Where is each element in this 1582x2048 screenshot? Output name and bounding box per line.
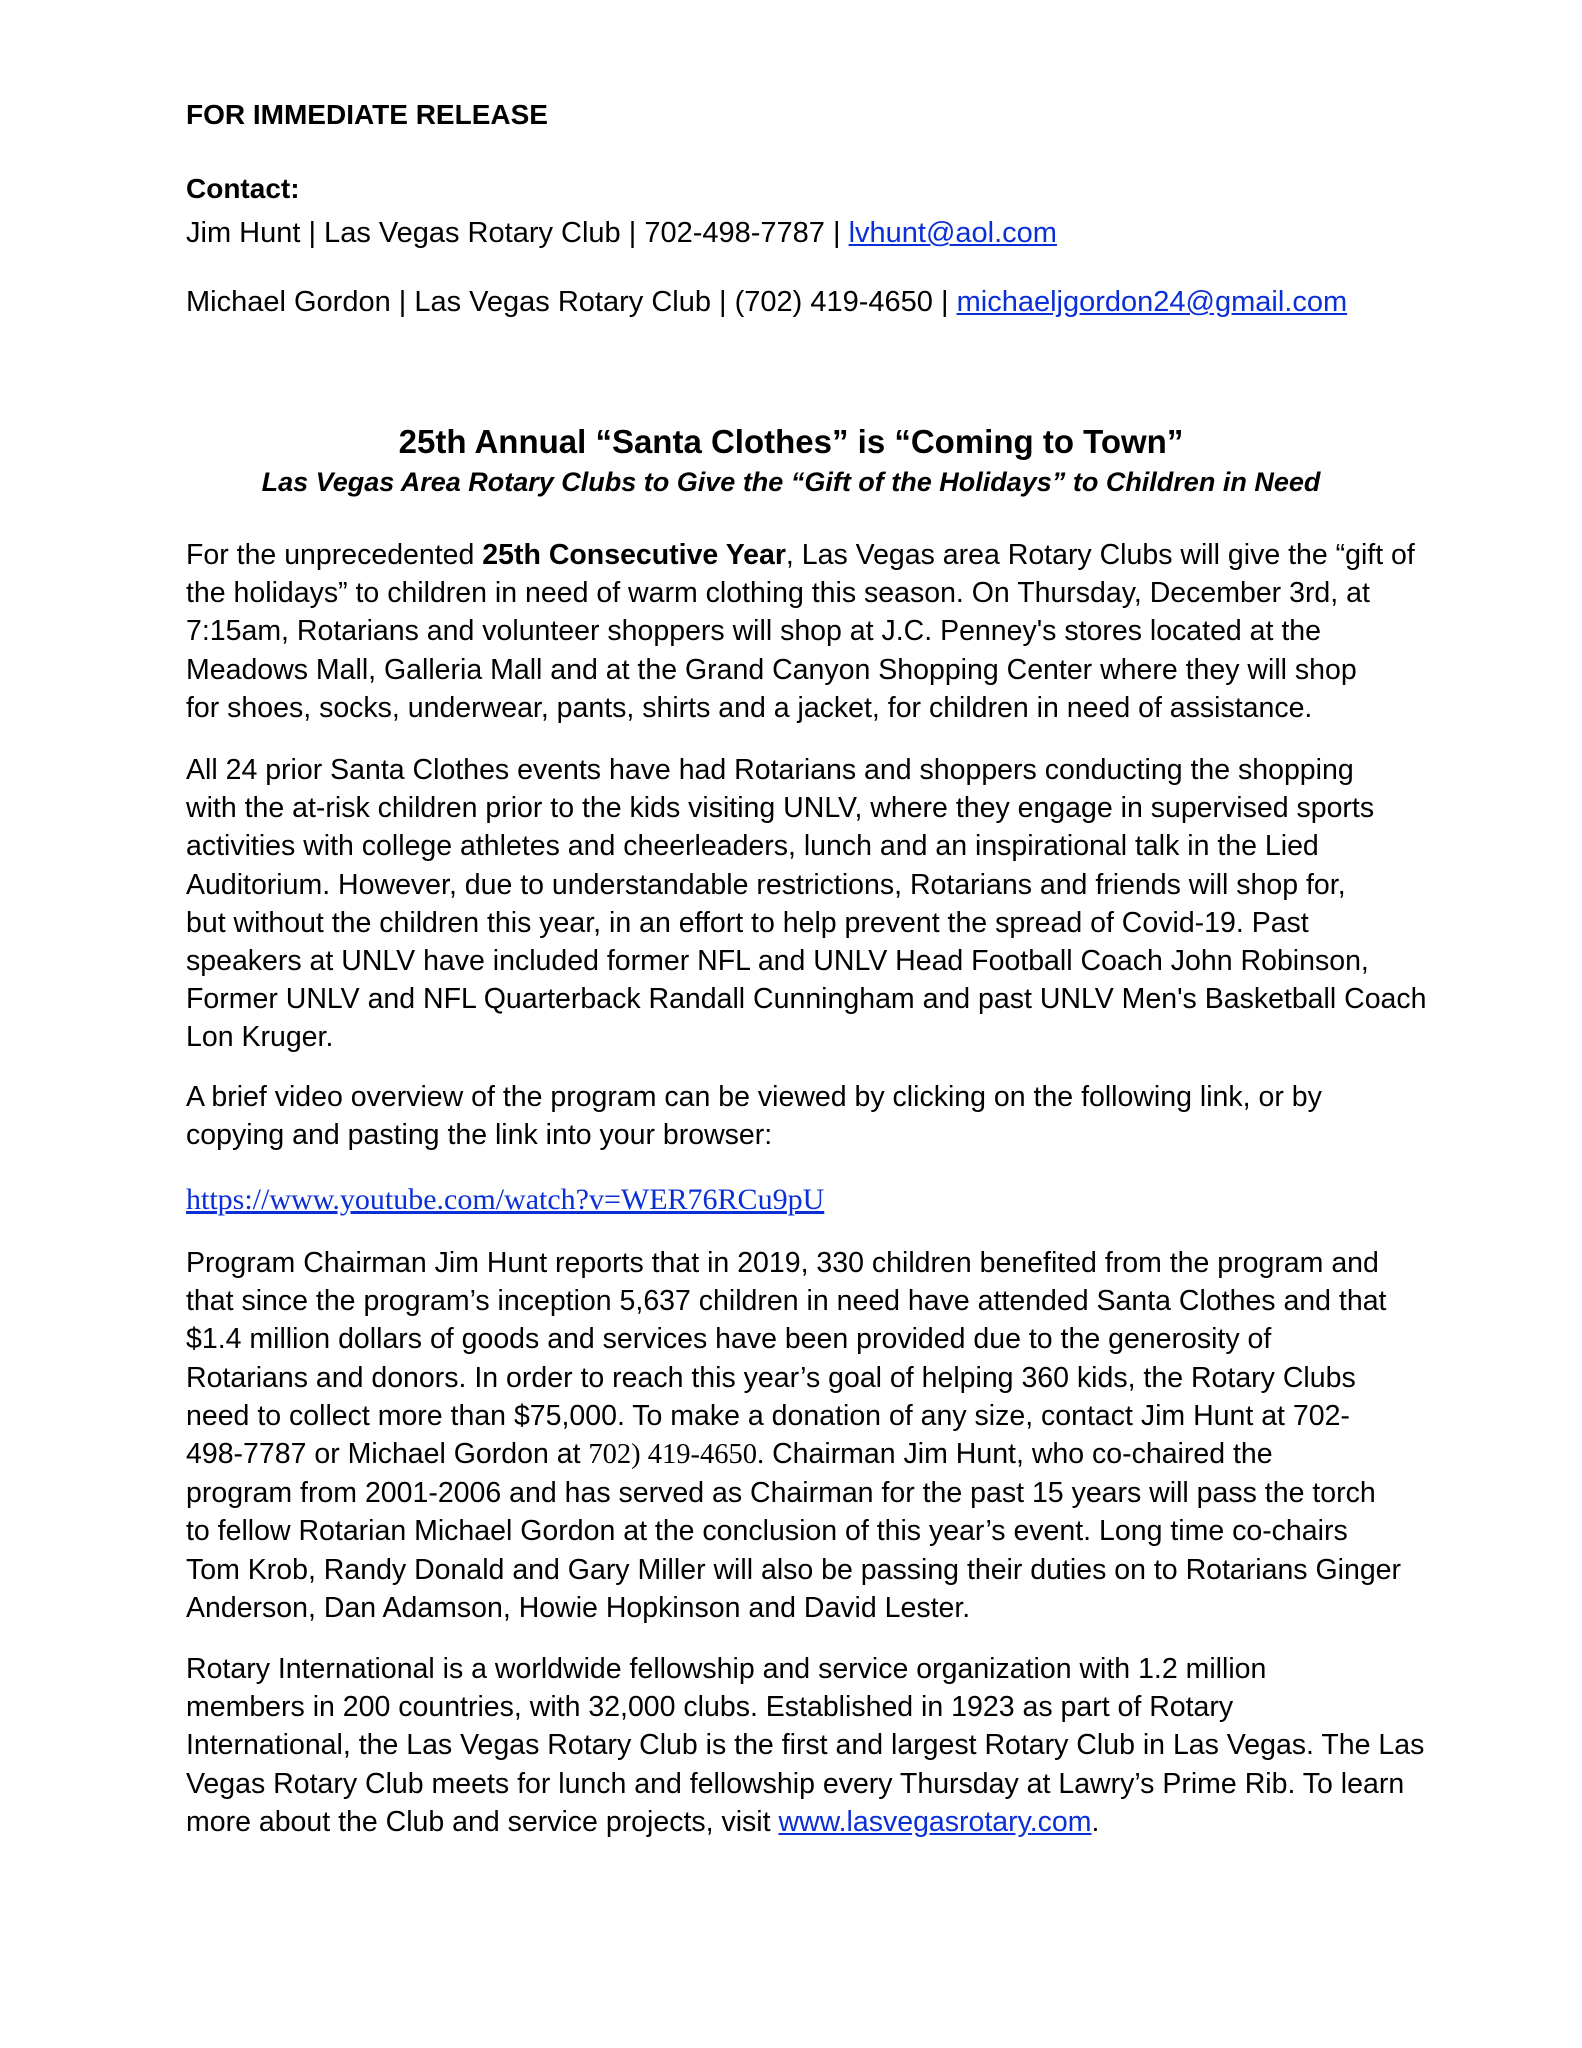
paragraph-intro (186, 536, 1415, 727)
bold-25th-consecutive-year: 25th Consecutive Year (482, 539, 786, 571)
paragraph-line: but without the children this year, in an effort to help prevent the spread of Covid-19. Past (186, 906, 1309, 939)
text-run: For the unprecedented (186, 539, 483, 571)
paragraph-line: Rotary International is a worldwide fellowship and service organization with 1.2 million (186, 1653, 1267, 1685)
paragraph-line: copying and pasting the link into your browser: (186, 1119, 773, 1152)
paragraph-line: Rotarians and donors. In order to reach this year’s goal of helping 360 kids, the Rotary Clubs (186, 1361, 1356, 1394)
paragraph-line (186, 1803, 1396, 1841)
paragraph-line: the holidays” to children in need of warm clothing this season. On Thursday, December 3rd, at (186, 577, 1370, 610)
video-link-line (186, 1180, 824, 1220)
paragraph-line: Meadows Mall, Galleria Mall and at the Grand Canyon Shopping Center where they will shop (186, 653, 1357, 686)
paragraph-line: members in 200 countries, with 32,000 clubs. Established in 1923 as part of Rotary (186, 1691, 1234, 1724)
paragraph-line: A brief video overview of the program can be viewed by clicking on the following link, or by (186, 1081, 1322, 1113)
contact-michael-gordon-text: Michael Gordon | Las Vegas Rotary Club | (702) 419-4650 | (186, 286, 957, 318)
contact-jim-hunt-text: Jim Hunt | Las Vegas Rotary Club | 702-498-7787 | (186, 217, 849, 249)
paragraph-line: need to collect more than $75,000. To make a donation of any size, contact Jim Hunt at 702- (186, 1399, 1350, 1432)
paragraph-line: Lon Kruger. (186, 1021, 334, 1054)
paragraph-line: for shoes, socks, underwear, pants, shirts and a jacket, for children in need of assistance. (186, 691, 1313, 724)
youtube-video-link[interactable]: https://www.youtube.com/watch?v=WER76RCu9pU (186, 1183, 825, 1216)
paragraph-line: 7:15am, Rotarians and volunteer shoppers will shop at J.C. Penney's stores located at the (186, 615, 1321, 648)
paragraph-line (186, 1435, 1396, 1474)
paragraph-line: All 24 prior Santa Clothes events have had Rotarians and shoppers conducting the shopping (186, 754, 1354, 786)
release-heading: FOR IMMEDIATE RELEASE (186, 99, 548, 130)
text-run: more about the Club and service projects, visit (186, 1805, 779, 1838)
paragraph-line: with the at-risk children prior to the kids visiting UNLV, where they engage in supervised sports (186, 792, 1375, 825)
contact-label: Contact: (186, 173, 300, 204)
lasvegasrotary-website-link[interactable]: www.lasvegasrotary.com (778, 1805, 1092, 1838)
text-run: Chairman Jim Hunt, who co-chaired the (764, 1438, 1273, 1471)
paragraph-line: Former UNLV and NFL Quarterback Randall Cunningham and past UNLV Men's Basketball Coach (186, 983, 1427, 1016)
paragraph-prior-events (186, 751, 1427, 1057)
email-link-michaeljgordon[interactable]: michaeljgordon24@gmail.com (956, 286, 1348, 318)
text-run: . (1091, 1805, 1100, 1838)
contact-michael-gordon (186, 283, 1347, 321)
phone-number-serif: 702) 419-4650. (588, 1439, 765, 1471)
paragraph-line: to fellow Rotarian Michael Gordon at the conclusion of this year’s event. Long time co-chairs (186, 1515, 1348, 1548)
paragraph-line: $1.4 million dollars of goods and services have been provided due to the generosity of (186, 1323, 1272, 1356)
paragraph-program-stats (186, 1244, 1402, 1627)
press-release-title: 25th Annual “Santa Clothes” is “Coming to Town” (398, 423, 1184, 460)
paragraph-line: International, the Las Vegas Rotary Club is the first and largest Rotary Club in Las Vegas. The Las (186, 1729, 1425, 1762)
paragraph-line: program from 2001-2006 and has served as Chairman for the past 15 years will pass the torch (186, 1477, 1376, 1510)
text-run: , Las Vegas area Rotary Clubs will give the “gift of (785, 539, 1415, 571)
paragraph-line: that since the program’s inception 5,637 children in need have attended Santa Clothes and that (186, 1285, 1387, 1318)
paragraph-line: Auditorium. However, due to understandable restrictions, Rotarians and friends will shop for, (186, 868, 1346, 901)
text-run: 498-7787 or Michael Gordon at (186, 1438, 589, 1471)
paragraph-line: Vegas Rotary Club meets for lunch and fellowship every Thursday at Lawry’s Prime Rib. To learn (186, 1767, 1405, 1800)
paragraph-line: Program Chairman Jim Hunt reports that in 2019, 330 children benefited from the program and (186, 1247, 1379, 1279)
paragraph-rotary-international (186, 1650, 1425, 1841)
paragraph-line: activities with college athletes and cheerleaders, lunch and an inspirational talk in the Lied (186, 830, 1319, 863)
paragraph-line: Tom Krob, Randy Donald and Gary Miller will also be passing their duties on to Rotarians Ginger (186, 1553, 1402, 1586)
press-release-subtitle: Las Vegas Area Rotary Clubs to Give the “Gift of the Holidays” to Children in Need (261, 467, 1321, 497)
paragraph-line: speakers at UNLV have included former NFL and UNLV Head Football Coach John Robinson, (186, 945, 1369, 978)
contact-jim-hunt (186, 214, 1057, 252)
paragraph-line (186, 536, 1415, 574)
paragraph-video (186, 1078, 1396, 1154)
email-link-lvhunt[interactable]: lvhunt@aol.com (848, 217, 1057, 249)
paragraph-line: Anderson, Dan Adamson, Howie Hopkinson and David Lester. (186, 1591, 971, 1624)
